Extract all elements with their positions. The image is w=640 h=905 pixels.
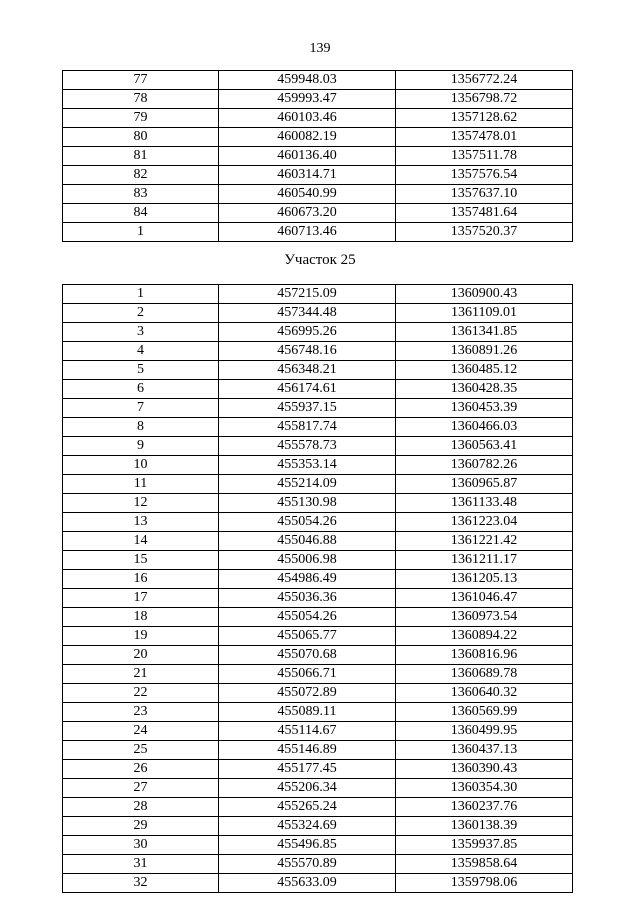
y-coordinate-cell: 1360569.99 xyxy=(396,703,573,722)
point-number-cell: 79 xyxy=(63,109,219,128)
y-coordinate-cell: 1361221.42 xyxy=(396,532,573,551)
table-row xyxy=(63,684,573,703)
x-coordinate-cell: 457344.48 xyxy=(219,304,396,323)
y-coordinate-cell: 1360437.13 xyxy=(396,741,573,760)
point-number-cell: 26 xyxy=(63,760,219,779)
y-coordinate-cell: 1360965.87 xyxy=(396,475,573,494)
y-coordinate-cell: 1361046.47 xyxy=(396,589,573,608)
point-number-cell: 24 xyxy=(63,722,219,741)
y-coordinate-cell: 1360689.78 xyxy=(396,665,573,684)
table-row xyxy=(63,380,573,399)
point-number-cell: 11 xyxy=(63,475,219,494)
table-row xyxy=(63,551,573,570)
x-coordinate-cell: 455066.71 xyxy=(219,665,396,684)
table-row xyxy=(63,494,573,513)
x-coordinate-cell: 460314.71 xyxy=(219,166,396,185)
y-coordinate-cell: 1360816.96 xyxy=(396,646,573,665)
point-number-cell: 8 xyxy=(63,418,219,437)
y-coordinate-cell: 1360891.26 xyxy=(396,342,573,361)
table-row xyxy=(63,513,573,532)
table-row xyxy=(63,665,573,684)
x-coordinate-cell: 455817.74 xyxy=(219,418,396,437)
section-title: Участок 25 xyxy=(284,252,356,268)
y-coordinate-cell: 1360453.39 xyxy=(396,399,573,418)
x-coordinate-cell: 455070.68 xyxy=(219,646,396,665)
table-row xyxy=(63,874,573,893)
table-row xyxy=(63,570,573,589)
y-coordinate-cell: 1360354.30 xyxy=(396,779,573,798)
point-number-cell: 78 xyxy=(63,90,219,109)
point-number-cell: 16 xyxy=(63,570,219,589)
y-coordinate-cell: 1360499.95 xyxy=(396,722,573,741)
point-number-cell: 84 xyxy=(63,204,219,223)
x-coordinate-cell: 455578.73 xyxy=(219,437,396,456)
y-coordinate-cell: 1361133.48 xyxy=(396,494,573,513)
point-number-cell: 32 xyxy=(63,874,219,893)
table-row xyxy=(63,646,573,665)
table-row xyxy=(63,71,573,90)
table-row xyxy=(63,836,573,855)
coordinates-table-top xyxy=(62,70,573,242)
y-coordinate-cell: 1357478.01 xyxy=(396,128,573,147)
y-coordinate-cell: 1360563.41 xyxy=(396,437,573,456)
x-coordinate-cell: 455072.89 xyxy=(219,684,396,703)
x-coordinate-cell: 455089.11 xyxy=(219,703,396,722)
table-row xyxy=(63,147,573,166)
y-coordinate-cell: 1360485.12 xyxy=(396,361,573,380)
x-coordinate-cell: 456995.26 xyxy=(219,323,396,342)
y-coordinate-cell: 1360894.22 xyxy=(396,627,573,646)
table-row xyxy=(63,589,573,608)
table-row xyxy=(63,285,573,304)
point-number-cell: 81 xyxy=(63,147,219,166)
x-coordinate-cell: 460103.46 xyxy=(219,109,396,128)
point-number-cell: 1 xyxy=(63,223,219,242)
point-number-cell: 23 xyxy=(63,703,219,722)
x-coordinate-cell: 459948.03 xyxy=(219,71,396,90)
table-row xyxy=(63,817,573,836)
table-row xyxy=(63,166,573,185)
x-coordinate-cell: 455054.26 xyxy=(219,513,396,532)
y-coordinate-cell: 1360782.26 xyxy=(396,456,573,475)
table-row xyxy=(63,532,573,551)
x-coordinate-cell: 455065.77 xyxy=(219,627,396,646)
point-number-cell: 14 xyxy=(63,532,219,551)
x-coordinate-cell: 456748.16 xyxy=(219,342,396,361)
point-number-cell: 12 xyxy=(63,494,219,513)
x-coordinate-cell: 457215.09 xyxy=(219,285,396,304)
table-row xyxy=(63,798,573,817)
x-coordinate-cell: 455130.98 xyxy=(219,494,396,513)
point-number-cell: 22 xyxy=(63,684,219,703)
point-number-cell: 17 xyxy=(63,589,219,608)
y-coordinate-cell: 1357481.64 xyxy=(396,204,573,223)
x-coordinate-cell: 455937.15 xyxy=(219,399,396,418)
point-number-cell: 31 xyxy=(63,855,219,874)
point-number-cell: 83 xyxy=(63,185,219,204)
page-number: 139 xyxy=(309,41,331,56)
y-coordinate-cell: 1359798.06 xyxy=(396,874,573,893)
y-coordinate-cell: 1361205.13 xyxy=(396,570,573,589)
table-row xyxy=(63,627,573,646)
point-number-cell: 27 xyxy=(63,779,219,798)
table-row xyxy=(63,128,573,147)
point-number-cell: 2 xyxy=(63,304,219,323)
point-number-cell: 80 xyxy=(63,128,219,147)
y-coordinate-cell: 1360138.39 xyxy=(396,817,573,836)
table-row xyxy=(63,223,573,242)
y-coordinate-cell: 1357576.54 xyxy=(396,166,573,185)
x-coordinate-cell: 455206.34 xyxy=(219,779,396,798)
table-row xyxy=(63,342,573,361)
x-coordinate-cell: 455353.14 xyxy=(219,456,396,475)
table-row xyxy=(63,418,573,437)
table-row xyxy=(63,204,573,223)
y-coordinate-cell: 1361109.01 xyxy=(396,304,573,323)
x-coordinate-cell: 455146.89 xyxy=(219,741,396,760)
x-coordinate-cell: 455006.98 xyxy=(219,551,396,570)
point-number-cell: 1 xyxy=(63,285,219,304)
point-number-cell: 6 xyxy=(63,380,219,399)
table-row xyxy=(63,760,573,779)
x-coordinate-cell: 455633.09 xyxy=(219,874,396,893)
y-coordinate-cell: 1361211.17 xyxy=(396,551,573,570)
table-row xyxy=(63,855,573,874)
point-number-cell: 9 xyxy=(63,437,219,456)
table-row xyxy=(63,779,573,798)
point-number-cell: 18 xyxy=(63,608,219,627)
x-coordinate-cell: 460713.46 xyxy=(219,223,396,242)
y-coordinate-cell: 1356798.72 xyxy=(396,90,573,109)
y-coordinate-cell: 1360900.43 xyxy=(396,285,573,304)
y-coordinate-cell: 1359937.85 xyxy=(396,836,573,855)
x-coordinate-cell: 460540.99 xyxy=(219,185,396,204)
x-coordinate-cell: 455570.89 xyxy=(219,855,396,874)
table-row xyxy=(63,741,573,760)
x-coordinate-cell: 455054.26 xyxy=(219,608,396,627)
table-row xyxy=(63,304,573,323)
x-coordinate-cell: 460082.19 xyxy=(219,128,396,147)
point-number-cell: 19 xyxy=(63,627,219,646)
point-number-cell: 28 xyxy=(63,798,219,817)
table-row xyxy=(63,437,573,456)
point-number-cell: 7 xyxy=(63,399,219,418)
x-coordinate-cell: 455177.45 xyxy=(219,760,396,779)
x-coordinate-cell: 455265.24 xyxy=(219,798,396,817)
y-coordinate-cell: 1357520.37 xyxy=(396,223,573,242)
x-coordinate-cell: 459993.47 xyxy=(219,90,396,109)
y-coordinate-cell: 1360640.32 xyxy=(396,684,573,703)
x-coordinate-cell: 460136.40 xyxy=(219,147,396,166)
y-coordinate-cell: 1360390.43 xyxy=(396,760,573,779)
point-number-cell: 21 xyxy=(63,665,219,684)
y-coordinate-cell: 1356772.24 xyxy=(396,71,573,90)
table-row xyxy=(63,456,573,475)
x-coordinate-cell: 456174.61 xyxy=(219,380,396,399)
point-number-cell: 77 xyxy=(63,71,219,90)
y-coordinate-cell: 1360466.03 xyxy=(396,418,573,437)
table-row xyxy=(63,399,573,418)
y-coordinate-cell: 1359858.64 xyxy=(396,855,573,874)
y-coordinate-cell: 1357511.78 xyxy=(396,147,573,166)
y-coordinate-cell: 1361341.85 xyxy=(396,323,573,342)
point-number-cell: 10 xyxy=(63,456,219,475)
table-row xyxy=(63,109,573,128)
y-coordinate-cell: 1361223.04 xyxy=(396,513,573,532)
x-coordinate-cell: 460673.20 xyxy=(219,204,396,223)
point-number-cell: 4 xyxy=(63,342,219,361)
x-coordinate-cell: 454986.49 xyxy=(219,570,396,589)
table-row xyxy=(63,90,573,109)
point-number-cell: 5 xyxy=(63,361,219,380)
point-number-cell: 20 xyxy=(63,646,219,665)
table-row xyxy=(63,323,573,342)
x-coordinate-cell: 455324.69 xyxy=(219,817,396,836)
y-coordinate-cell: 1360973.54 xyxy=(396,608,573,627)
y-coordinate-cell: 1360428.35 xyxy=(396,380,573,399)
x-coordinate-cell: 455114.67 xyxy=(219,722,396,741)
point-number-cell: 15 xyxy=(63,551,219,570)
table-row xyxy=(63,608,573,627)
table-row xyxy=(63,703,573,722)
table-row xyxy=(63,185,573,204)
table-row xyxy=(63,475,573,494)
point-number-cell: 29 xyxy=(63,817,219,836)
y-coordinate-cell: 1357128.62 xyxy=(396,109,573,128)
x-coordinate-cell: 455214.09 xyxy=(219,475,396,494)
x-coordinate-cell: 455036.36 xyxy=(219,589,396,608)
point-number-cell: 30 xyxy=(63,836,219,855)
table-row xyxy=(63,361,573,380)
table-row xyxy=(63,722,573,741)
x-coordinate-cell: 456348.21 xyxy=(219,361,396,380)
x-coordinate-cell: 455496.85 xyxy=(219,836,396,855)
coordinates-table-section-25 xyxy=(62,284,573,893)
x-coordinate-cell: 455046.88 xyxy=(219,532,396,551)
y-coordinate-cell: 1360237.76 xyxy=(396,798,573,817)
point-number-cell: 13 xyxy=(63,513,219,532)
y-coordinate-cell: 1357637.10 xyxy=(396,185,573,204)
point-number-cell: 25 xyxy=(63,741,219,760)
point-number-cell: 82 xyxy=(63,166,219,185)
point-number-cell: 3 xyxy=(63,323,219,342)
